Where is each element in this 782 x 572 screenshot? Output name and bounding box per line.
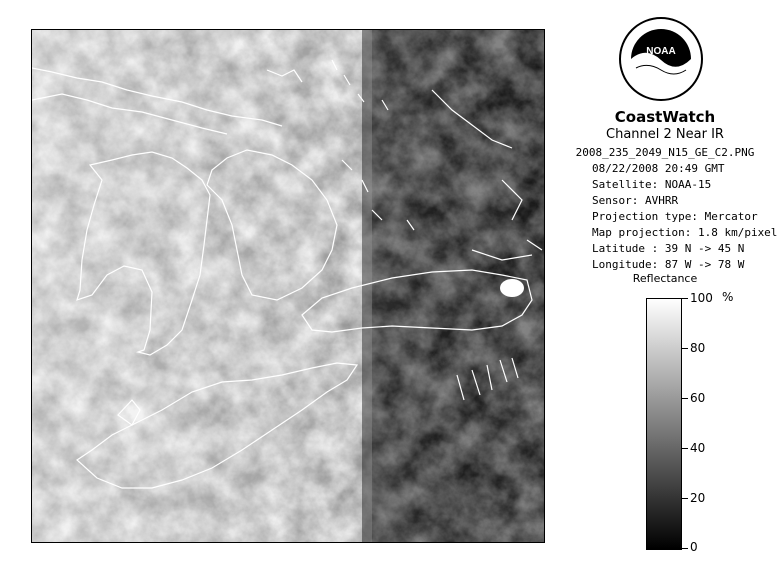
colorbar-tick-label: 60 xyxy=(690,391,706,405)
colorbar-title: Reflectance xyxy=(632,272,698,285)
satellite-image-svg xyxy=(32,30,544,542)
colorbar-tick-label: 20 xyxy=(690,491,706,505)
noaa-logo xyxy=(618,16,704,102)
colorbar-tick-label: 0 xyxy=(690,540,698,554)
colorbar-tick xyxy=(682,498,688,499)
longitude-label: Longitude: 87 W -> 78 W xyxy=(592,258,745,271)
colorbar-unit: % xyxy=(722,290,734,304)
colorbar-gradient xyxy=(646,298,682,550)
channel-label: Channel 2 Near IR xyxy=(606,127,724,142)
colorbar-tick-label: 100 xyxy=(690,291,713,305)
colorbar-tick xyxy=(682,548,688,549)
colorbar-tick xyxy=(682,348,688,349)
colorbar-tick-label: 40 xyxy=(690,441,706,455)
bright-cloud-spot xyxy=(500,279,524,297)
noaa-logo-text: NOAA xyxy=(646,46,676,57)
projection-type-label: Projection type: Mercator xyxy=(592,210,758,223)
colorbar xyxy=(646,298,682,550)
datetime-label: 08/22/2008 20:49 GMT xyxy=(592,162,725,175)
colorbar-tick-label: 80 xyxy=(690,341,706,355)
colorbar-tick xyxy=(682,448,688,449)
page-title: CoastWatch xyxy=(614,108,716,126)
satellite-image xyxy=(31,29,545,543)
sensor-label: Sensor: AVHRR xyxy=(592,194,679,207)
colorbar-tick xyxy=(682,398,688,399)
colorbar-tick xyxy=(682,298,688,299)
satellite-label: Satellite: NOAA-15 xyxy=(592,178,712,191)
filename-label: 2008_235_2049_N15_GE_C2.PNG xyxy=(575,146,755,159)
noaa-logo-svg xyxy=(618,16,704,102)
map-projection-label: Map projection: 1.8 km/pixel xyxy=(592,226,778,239)
latitude-label: Latitude : 39 N -> 45 N xyxy=(592,242,745,255)
